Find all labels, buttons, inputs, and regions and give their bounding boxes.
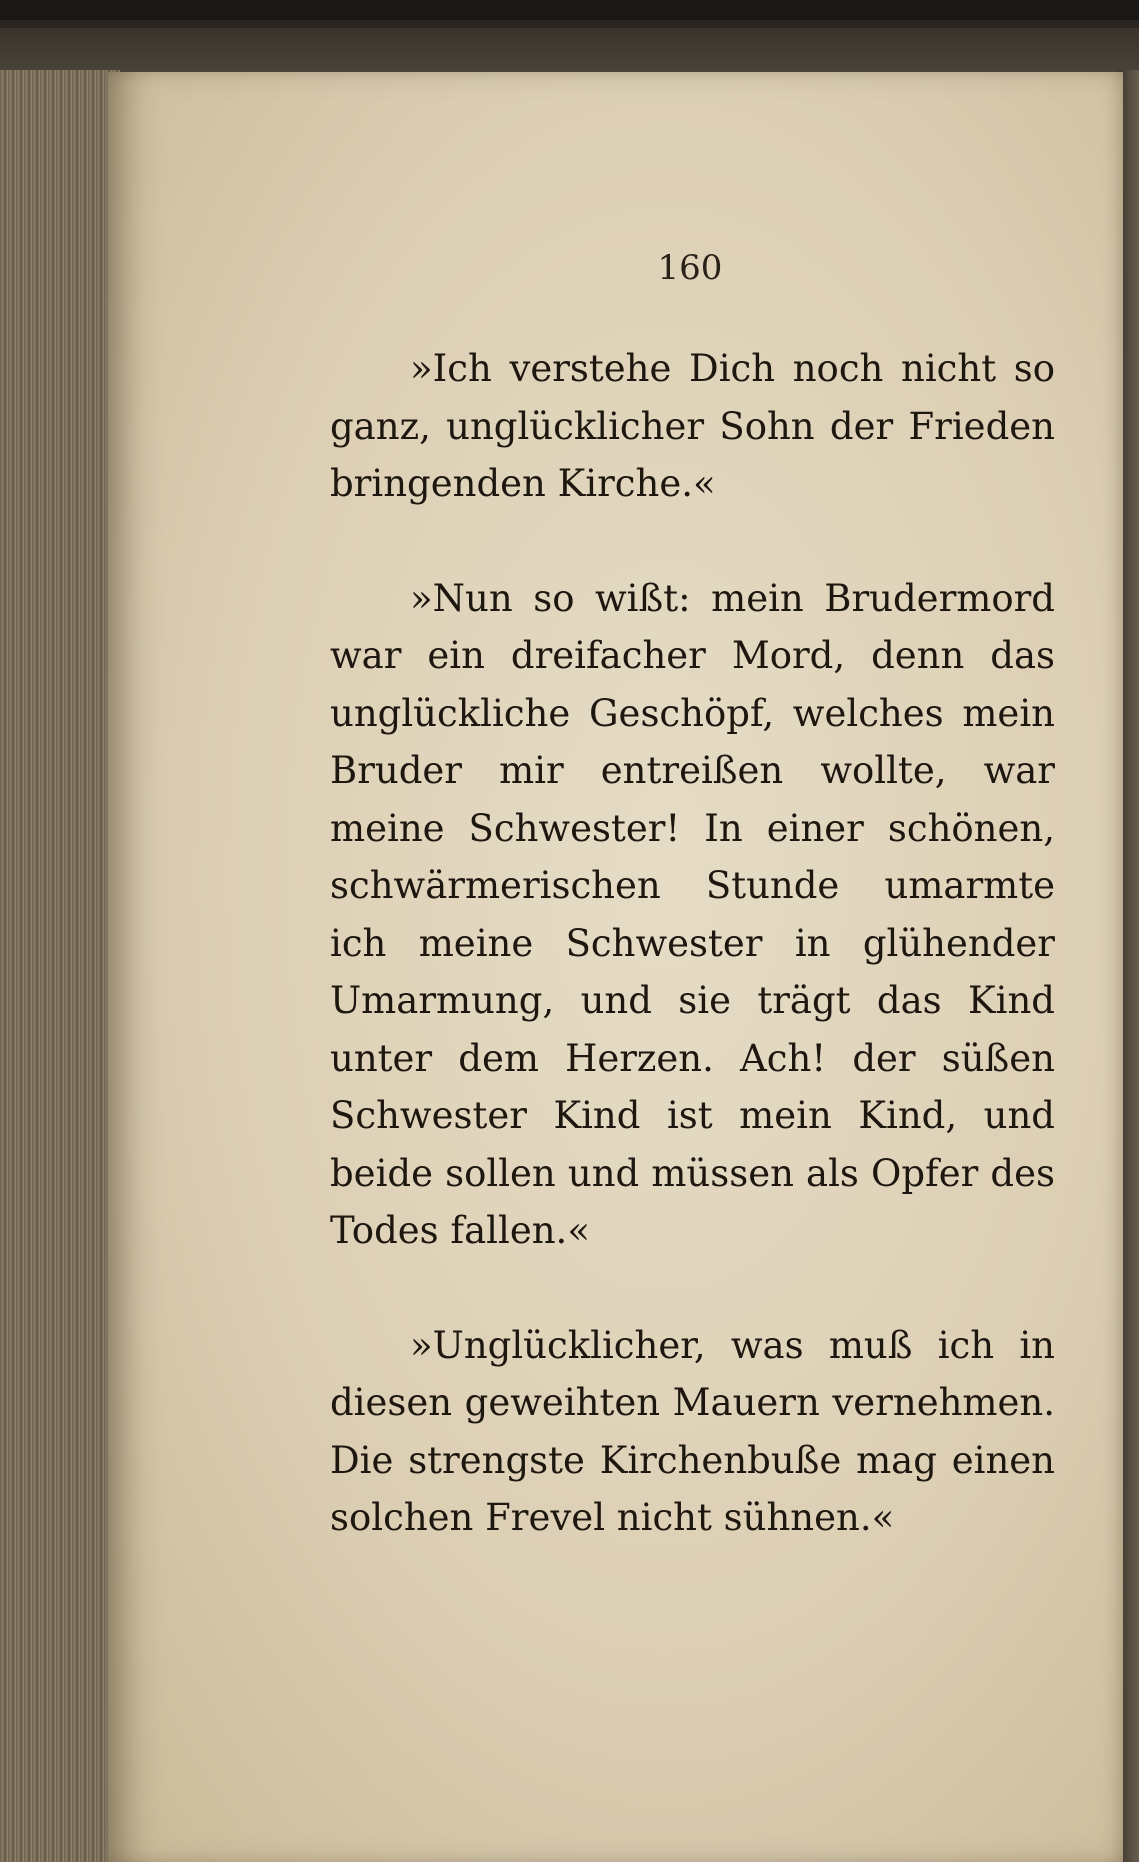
page-text: [330, 340, 1055, 1547]
book-cover-edge: [0, 28, 1139, 78]
page-edges: [0, 70, 120, 1862]
paragraph-2: »Nun so wißt: mein Brudermord war ein dreifacher Mord, denn das unglückliche Geschöpf, welches mein Bruder mir entreißen wollte, war meine Schwester! In einer schönen, schwärmerischen Stunde umarmte ich meine Schwester in glühender Umarmung, und sie trägt das Kind unter dem Herzen. Ach! der süßen Schwester Kind ist mein Kind, und beide sollen und müssen als Opfer des Todes fallen.«: [330, 576, 1055, 1252]
page-number: 160: [657, 248, 723, 288]
paragraph-1: »Ich verstehe Dich noch nicht so ganz, unglücklicher Sohn der Frieden bringenden Kirche.«: [330, 347, 1055, 505]
paragraph-3: »Unglücklicher, was muß ich in diesen geweihten Mauern vernehmen. Die strengste Kirchenbuße mag einen solchen Frevel nicht sühnen.«: [330, 1323, 1055, 1539]
